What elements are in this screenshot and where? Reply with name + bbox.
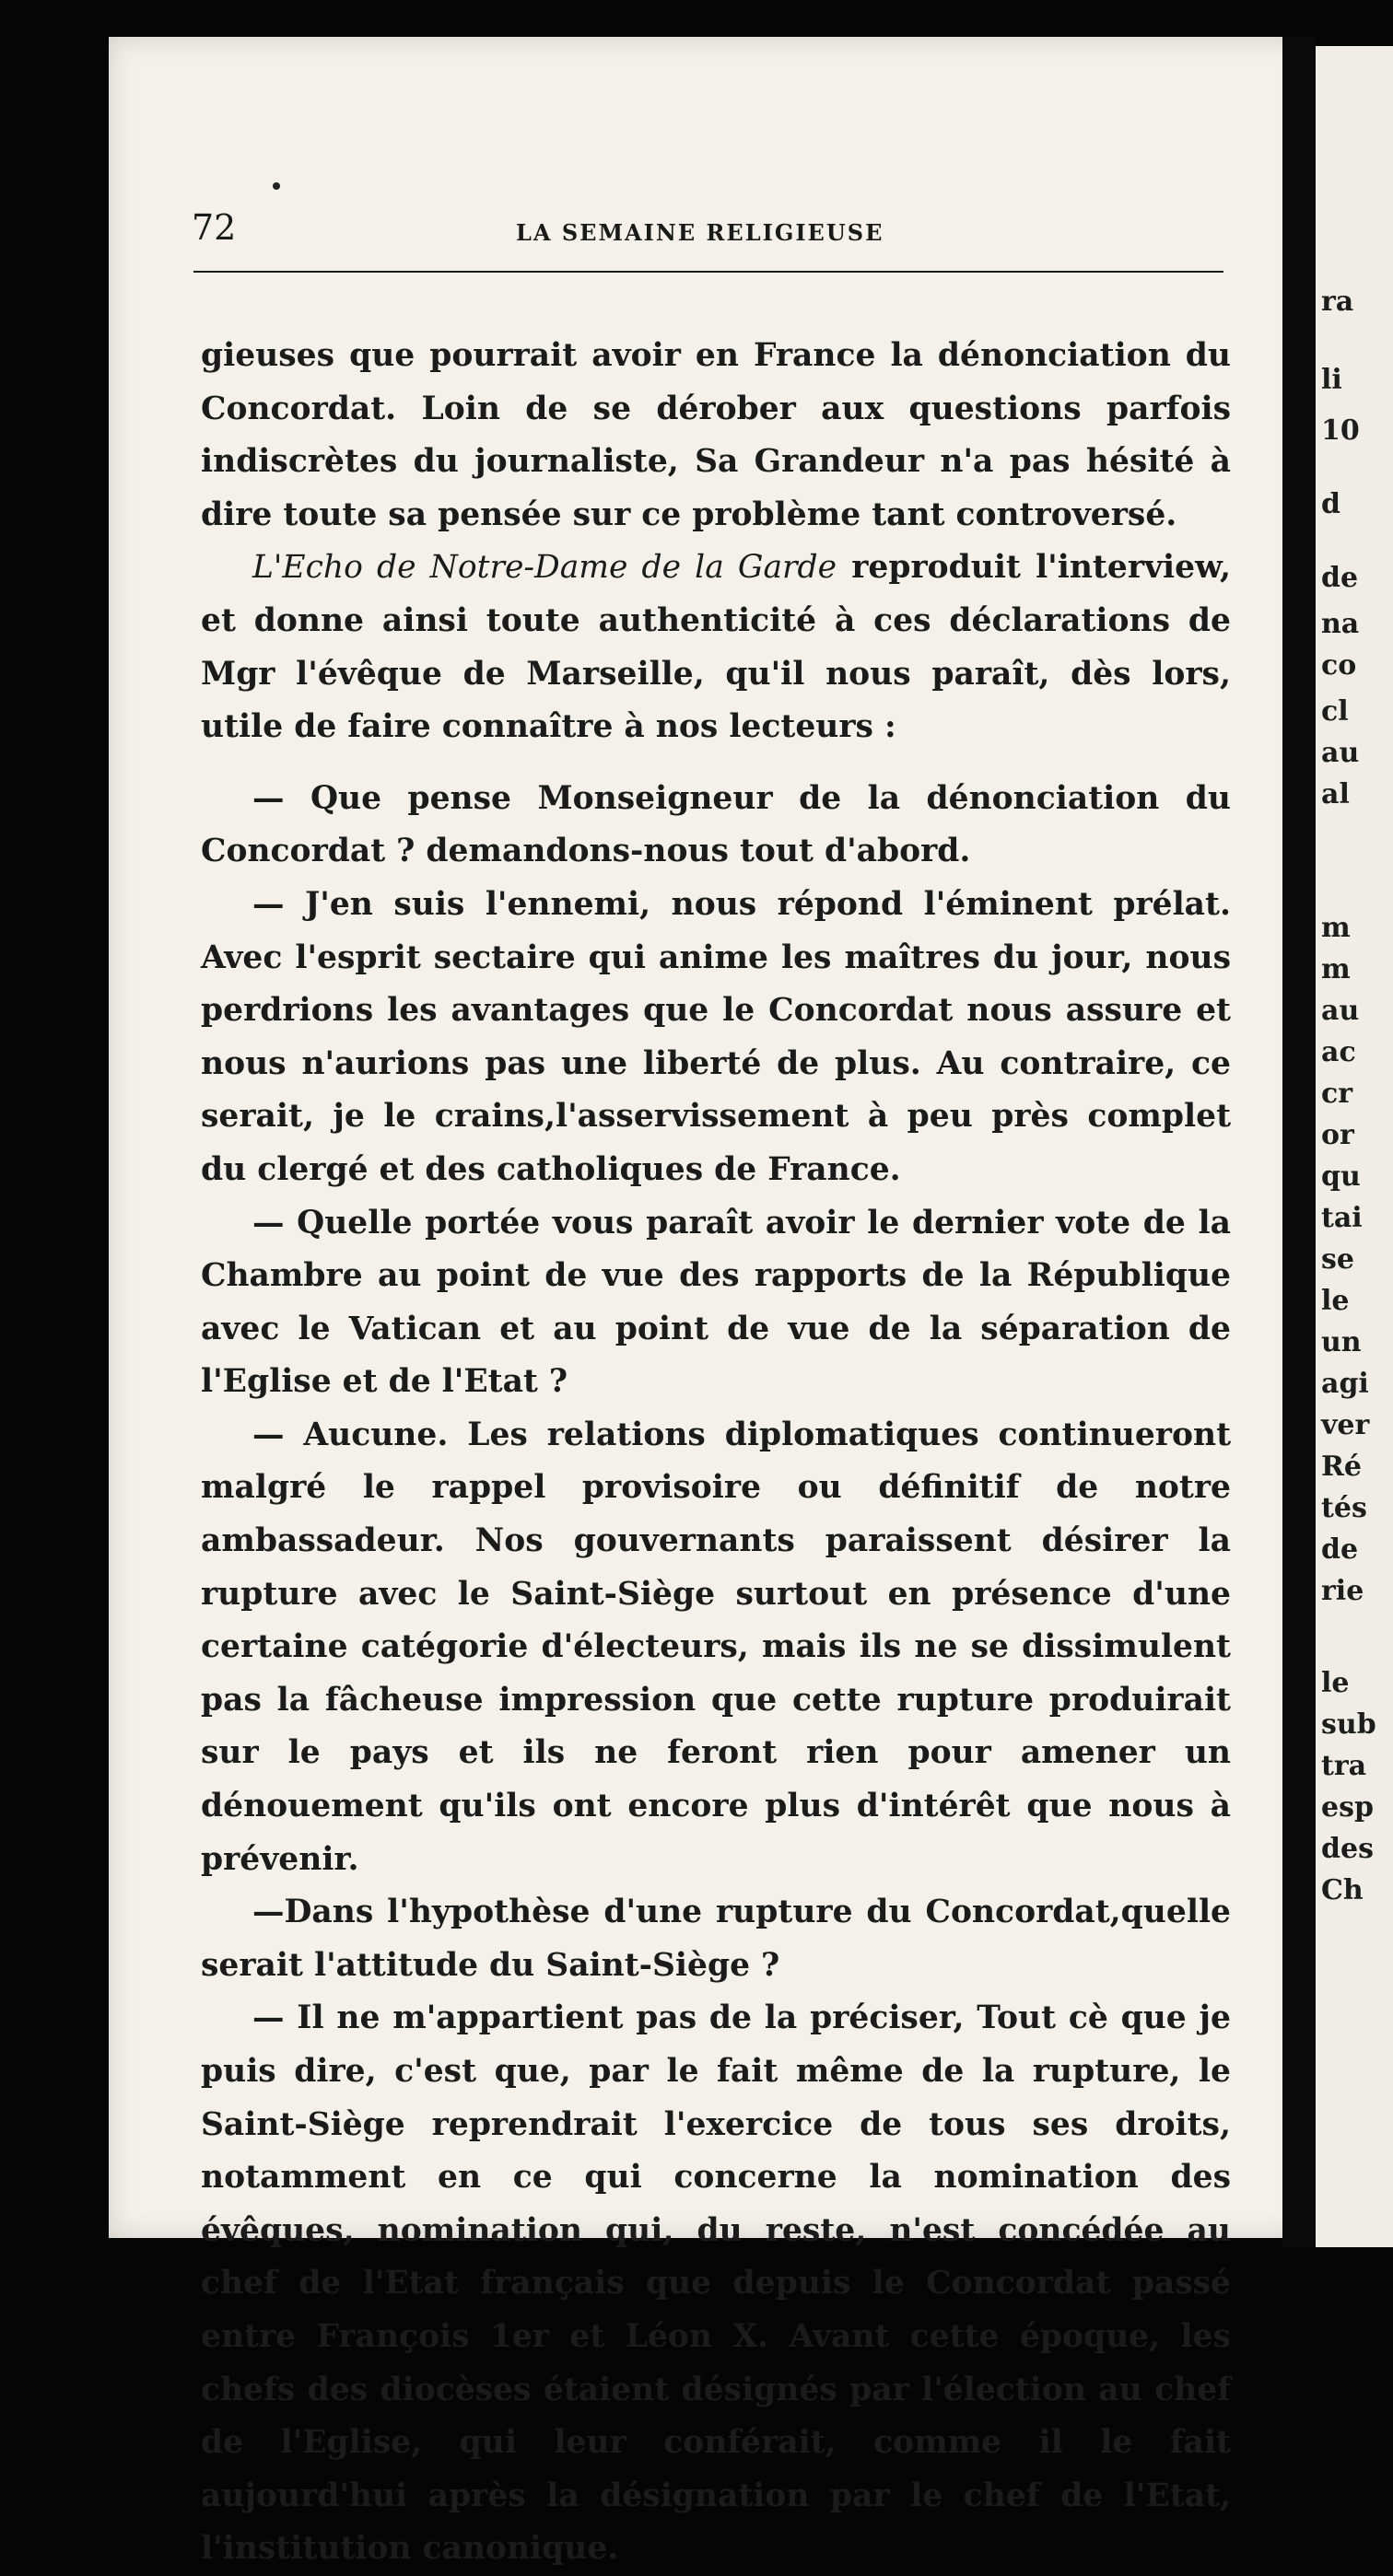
- facing-page-fragment: rie: [1321, 1575, 1364, 1607]
- facing-page-fragment: co: [1321, 649, 1357, 682]
- facing-page-fragment: na: [1321, 608, 1360, 640]
- facing-page-fragment: m: [1321, 953, 1351, 985]
- facing-page-fragment: tai: [1321, 1202, 1363, 1234]
- page-number: 72: [192, 207, 237, 248]
- facing-page-fragment: au: [1321, 737, 1360, 769]
- facing-page-fragment: sub: [1321, 1708, 1376, 1741]
- facing-page-fragment: tra: [1321, 1750, 1367, 1782]
- facing-page-fragment: d: [1321, 488, 1340, 520]
- paragraph: [201, 542, 1231, 753]
- paragraph: —Dans l'hypothèse d'une rupture du Concordat,quelle serait l'attitude du Saint-Siège ?: [201, 1894, 1231, 1984]
- facing-page-fragment: cl: [1321, 695, 1349, 728]
- facing-page-fragment: de: [1321, 1533, 1359, 1566]
- facing-page-fragment: ver: [1321, 1409, 1370, 1441]
- facing-page-fragment: cr: [1321, 1078, 1353, 1110]
- facing-page-fragment: agi: [1321, 1368, 1369, 1400]
- facing-page-fragment: des: [1321, 1833, 1374, 1865]
- facing-page-fragment: le: [1321, 1667, 1350, 1699]
- book-page: [109, 37, 1305, 2568]
- header-rule: [193, 271, 1223, 273]
- facing-page-fragment: tés: [1321, 1492, 1367, 1524]
- facing-page-fragment: esp: [1321, 1791, 1374, 1824]
- facing-page-fragment: ra: [1321, 286, 1354, 318]
- facing-page: [1316, 46, 1393, 2247]
- paragraph: — Aucune. Les relations diplomatiques continueront malgré le rappel provisoire ou définitif de notre ambassadeur. Nos gouvernants paraissent désirer la rupture avec le Saint-Siège surtout en présence d'une certaine catégorie d'électeurs, mais ils ne se dissimulent pas la fâcheuse impression que cette rupture produirait sur le pays et ils ne feront rien pour amener un dénouement qu'ils ont encore plus d'intérêt que nous à prévenir.: [201, 1416, 1231, 1878]
- facing-page-fragment: Ch: [1321, 1874, 1364, 1906]
- facing-page-fragment: li: [1321, 364, 1342, 396]
- paragraph: — Quelle portée vous paraît avoir le dernier vote de la Chambre au point de vue des rapports de la République avec le Vatican et au point de vue de la séparation de l'Eglise et de l'Etat ?: [201, 1204, 1231, 1401]
- running-head: LA SEMAINE RELIGIEUSE: [516, 219, 884, 246]
- paragraph: — Il ne m'appartient pas de la préciser, Tout cè que je puis dire, c'est que, par le fait même de la rupture, le Saint-Siège reprendrait l'exercice de tous ses droits, notamment en ce qui concerne la nomination des évêques, nomination qui, du reste, n'est concédée au chef de l'Etat français que depuis le Concordat passé entre François 1er et Léon X. Avant cette époque, les chefs des diocèses étaient désignés par l'élection au chef de l'Eglise, qui leur conférait, comme il le fait aujourd'hui après la désignation par le chef de l'Etat, l'institution canonique.: [201, 1999, 1231, 2568]
- facing-page-fragment: un: [1321, 1326, 1362, 1358]
- facing-page-fragment: qu: [1321, 1160, 1361, 1193]
- publication-title: L'Echo de Notre-Dame de la Garde: [252, 549, 837, 587]
- facing-page-fragment: le: [1321, 1285, 1350, 1317]
- book-gutter: [1282, 37, 1316, 2247]
- ink-speck: [273, 182, 280, 190]
- facing-page-fragment: m: [1321, 912, 1351, 944]
- facing-page-fragment: se: [1321, 1243, 1354, 1276]
- facing-page-fragment: 10: [1321, 414, 1360, 447]
- facing-page-fragment: ac: [1321, 1036, 1356, 1068]
- paragraph-text: reproduit l'interview, et donne ainsi toute authenticité à ces déclarations de Mgr l'évêque de Marseille, qu'il nous paraît, dès lors, utile de faire connaître à nos lecteurs :: [201, 549, 1231, 746]
- paragraph: — Que pense Monseigneur de la dénonciation du Concordat ? demandons-nous tout d'abord.: [201, 779, 1231, 870]
- paragraph: — J'en suis l'ennemi, nous répond l'éminent prélat. Avec l'esprit sectaire qui anime les maîtres du jour, nous perdrions les avantages que le Concordat nous assure et nous n'aurions pas une liberté de plus. Au contraire, ce serait, je le crains,l'asservissement à peu près complet du clergé et des catholiques de France.: [201, 885, 1231, 1188]
- facing-page-fragment: al: [1321, 778, 1350, 810]
- facing-page-fragment: au: [1321, 995, 1360, 1027]
- facing-page-fragment: Ré: [1321, 1451, 1363, 1483]
- facing-page-fragment: de: [1321, 562, 1359, 594]
- facing-page-fragment: or: [1321, 1119, 1354, 1151]
- body-text: [201, 330, 1231, 2576]
- paragraph: gieuses que pourrait avoir en France la dénonciation du Concordat. Loin de se dérober aux questions parfois indiscrètes du journaliste, Sa Grandeur n'a pas hésité à dire toute sa pensée sur ce problème tant controversé.: [201, 337, 1231, 533]
